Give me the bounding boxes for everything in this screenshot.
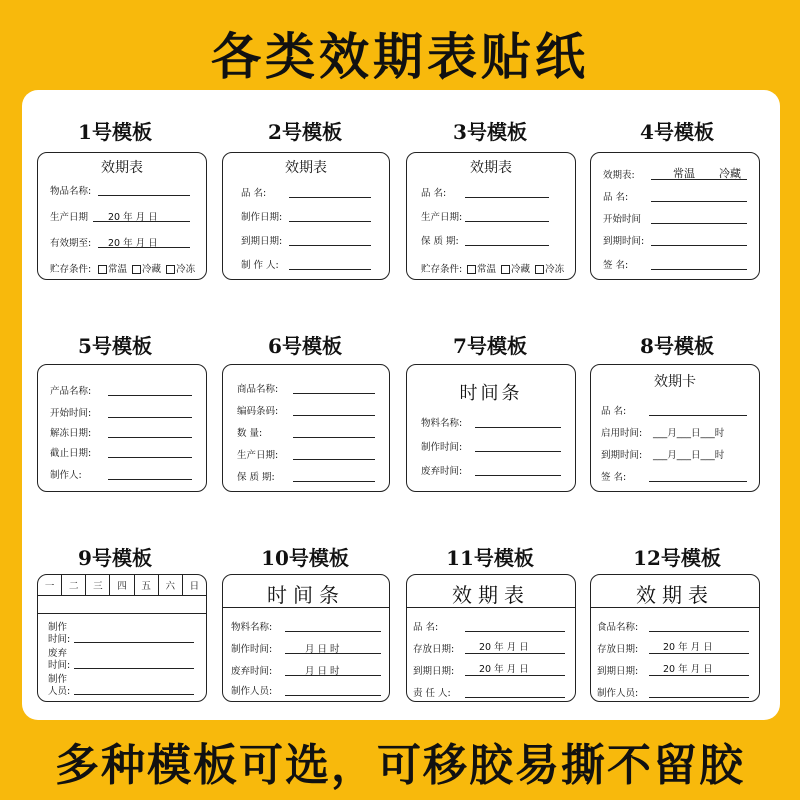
template-title-3: 3号模板 [453,120,527,144]
checkbox-icon[interactable] [132,265,141,274]
field-label: 保 质 期: [237,472,275,483]
field-line [649,631,749,632]
storage-label: 常温 [108,264,128,275]
field-line [108,479,192,480]
time-text: ___月___日___时 [653,428,725,439]
template-panel [22,90,780,720]
field-line [293,393,375,394]
storage-label: 冷藏 [511,264,531,275]
field-label: 食品名称: [597,622,639,633]
storage-options [465,261,564,275]
field-label: 制作时间: [231,644,273,655]
time-text: ___月___日___时 [653,450,725,461]
field-line [108,395,192,396]
field-label: 效期表: [603,170,635,181]
card-title: 效期表 [285,160,327,176]
field-line [293,481,375,482]
field-line [465,197,549,198]
field-label: 责 任 人: [413,688,451,699]
date-text: 20 年 月 日 [108,212,158,223]
field-line [475,475,561,476]
field-label: 商品名称: [237,384,279,395]
field-line [475,451,561,452]
field-line [465,245,549,246]
field-label: 制作人员: [597,688,639,699]
field-line [289,269,371,270]
field-label: 物料名称: [421,418,463,429]
field-label: 存放日期: [597,644,639,655]
card-template-6[interactable] [222,364,390,492]
field-line [108,417,192,418]
storage-label: 冷冻 [545,264,565,275]
field-line [289,221,371,222]
weekday-cell[interactable]: 四 [110,575,134,595]
field-label: 贮存条件: [50,264,92,275]
field-label: 数 量: [237,428,263,439]
field-label: 生产日期 [50,212,89,223]
field-label: 开始时间: [50,408,92,419]
template-title-7: 7号模板 [453,334,527,358]
field-label: 品 名: [413,622,439,633]
field-line [651,223,747,224]
template-title-11: 11号模板 [446,546,534,570]
card-template-7[interactable] [406,364,576,492]
field-label: 生产日期: [421,212,463,223]
card-template-2[interactable] [222,152,390,280]
checkbox-icon[interactable] [467,265,476,274]
field-line [74,694,194,695]
field-label: 废弃 [48,648,68,659]
field-label: 时间: [48,660,71,671]
footer-slogan: 多种模板可选，可移胶易撕不留胶 [55,740,745,791]
field-line [285,695,381,696]
template-title-4: 4号模板 [640,120,714,144]
page-title: 各类效期表贴纸 [211,28,589,86]
field-label: 品 名: [601,406,627,417]
card-template-11[interactable] [406,574,576,702]
date-text: 20 年 月 日 [663,664,713,675]
field-label: 截止日期: [50,448,92,459]
field-label: 物料名称: [231,622,273,633]
field-label: 物品名称: [50,186,92,197]
field-label: 制作时间: [421,442,463,453]
checkbox-icon[interactable] [535,265,544,274]
checkbox-icon[interactable] [166,265,175,274]
weekday-cell[interactable]: 一 [38,575,62,595]
field-line [649,697,749,698]
field-line [289,197,371,198]
field-line [465,675,565,676]
field-line [649,415,747,416]
field-label: 制作日期: [241,212,283,223]
field-label: 保 质 期: [421,236,459,247]
card-template-12[interactable] [590,574,760,702]
field-label: 品 名: [241,188,267,199]
field-line [475,427,561,428]
field-line [74,668,194,669]
date-text: 20 年 月 日 [479,642,529,653]
card-template-9[interactable] [37,574,207,702]
field-label: 品 名: [421,188,447,199]
field-label: 开始时间 [603,214,642,225]
card-template-3[interactable] [406,152,576,280]
field-line [108,437,192,438]
date-text: 20 年 月 日 [479,664,529,675]
field-line [285,631,381,632]
field-line [285,675,381,676]
field-line [293,415,375,416]
option-label: 冷藏 [719,167,741,180]
field-line [293,459,375,460]
card-title: 时间条 [459,383,523,404]
weekday-cell[interactable]: 三 [86,575,110,595]
field-line [651,201,747,202]
card-title: 效期卡 [654,374,696,390]
template-title-2: 2号模板 [268,120,342,144]
card-template-10[interactable] [222,574,390,702]
field-label: 制作 [48,622,68,633]
weekday-cell[interactable]: 二 [62,575,86,595]
field-line [651,245,747,246]
divider [407,607,575,608]
field-line [74,642,194,643]
field-label: 存放日期: [413,644,455,655]
field-label: 签 名: [601,472,627,483]
field-line [651,269,747,270]
template-title-12: 12号模板 [633,546,721,570]
card-title: 时间条 [267,583,345,607]
field-label: 品 名: [603,192,629,203]
template-title-6: 6号模板 [268,334,342,358]
field-label: 到期日期: [413,666,455,677]
field-line [285,653,381,654]
weekday-row [38,575,206,596]
field-label: 人员: [48,686,71,697]
field-label: 到期日期: [241,236,283,247]
field-label: 产品名称: [50,386,92,397]
field-label: 解冻日期: [50,428,92,439]
field-label: 废弃时间: [421,466,463,477]
field-line [465,697,565,698]
date-text: 20 年 月 日 [663,642,713,653]
field-line [651,179,747,180]
field-label: 有效期至: [50,238,92,249]
storage-label: 常温 [477,264,497,275]
field-label: 签 名: [603,260,629,271]
field-label: 到期日期: [597,666,639,677]
field-line [465,631,565,632]
card-title: 效期表 [636,583,714,607]
field-label: 时间: [48,634,71,645]
field-line [649,653,749,654]
card-template-5[interactable] [37,364,207,492]
field-label: 制作 [48,674,68,685]
option-label: 常温 [673,167,695,180]
field-label: 贮存条件: [421,264,463,275]
date-text: 20 年 月 日 [108,238,158,249]
weekday-cell[interactable]: 日 [189,581,200,592]
card-template-4[interactable] [590,152,760,280]
field-label: 制作人员: [231,686,273,697]
template-title-8: 8号模板 [640,334,714,358]
card-title: 效期表 [470,160,512,176]
storage-label: 冷冻 [176,264,196,275]
field-line [293,437,375,438]
storage-options [96,261,195,275]
field-label: 启用时间: [601,428,643,439]
divider [223,607,389,608]
time-text: 月 日 时 [305,666,340,677]
template-title-10: 10号模板 [261,546,349,570]
card-title: 效期表 [101,160,143,176]
checkbox-icon[interactable] [98,265,107,274]
card-template-1[interactable] [37,152,207,280]
field-line [98,195,190,196]
field-label: 废弃时间: [231,666,273,677]
field-line [98,247,190,248]
field-label: 制 作 人: [241,260,279,271]
field-label: 制作人: [50,470,82,481]
field-label: 到期时间: [603,236,645,247]
storage-label: 冷藏 [142,264,162,275]
time-text: 月 日 时 [305,644,340,655]
field-line [465,653,565,654]
divider [591,607,759,608]
template-title-9: 9号模板 [78,546,152,570]
weekday-cell[interactable]: 五 [135,575,159,595]
field-line [649,481,747,482]
template-title-1: 1号模板 [78,120,152,144]
checkbox-icon[interactable] [501,265,510,274]
weekday-cell[interactable]: 六 [159,575,183,595]
field-line [289,245,371,246]
field-label: 编码条码: [237,406,279,417]
field-line [465,221,549,222]
card-template-8[interactable] [590,364,760,492]
card-title: 效期表 [452,583,530,607]
field-label: 生产日期: [237,450,279,461]
field-line [93,221,190,222]
field-line [649,675,749,676]
template-title-5: 5号模板 [78,334,152,358]
field-line [108,457,192,458]
field-label: 到期时间: [601,450,643,461]
divider [38,613,206,614]
